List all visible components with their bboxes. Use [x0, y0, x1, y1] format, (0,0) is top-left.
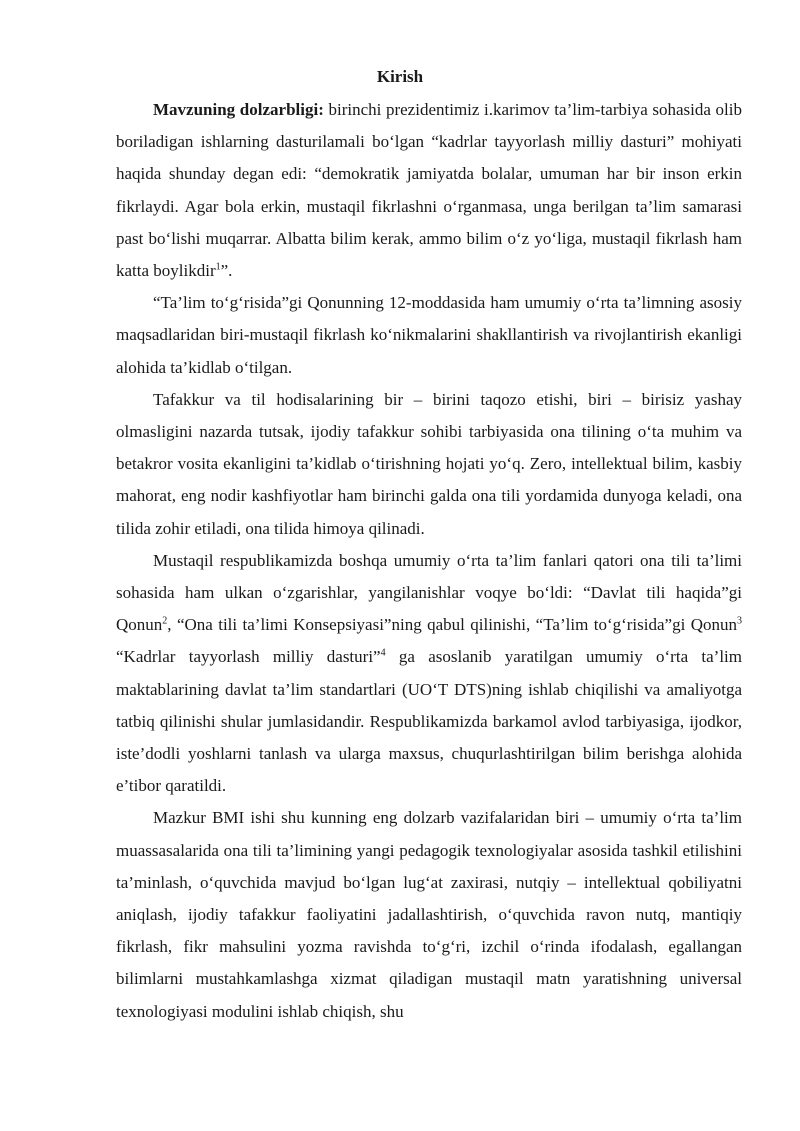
paragraph-text: ga asoslanib yaratilgan umumiy o‘rta ta’lim maktablarining davlat ta’lim standartlari (UO‘T DTS)ning ishlab chiqilishi va amaliyotga tatbiq qilinishi shular jumlasidandir. Respublikamizda barkamol avlod tarbiyasiga, ijodkor, iste’dodli yoshlarni tanlash va ularga maxsus, chuqurlashtirilgan bilim berishga alohida e’tibor qaratildi. [116, 647, 743, 796]
footnote-ref-4[interactable]: 4 [380, 647, 386, 659]
paragraph-text: Mustaqil respublikamizda boshqa umumiy o‘rta ta’lim fanlari qatori ona tili ta’limi sohasida ham ulkan o‘zgarishlar, yangilanishlar voqye bo‘ldi: “Davlat tili haqida”gi Qonun [116, 550, 742, 635]
paragraph-law-article: “Ta’lim to‘g‘risida”gi Qonunning 12-moddasida ham umumiy o‘rta ta’limning asosiy maqsadlaridan biri-mustaqil fikrlash ko‘nikmalarini shakllantirish va rivojlantirish ekanligi alohida ta’kidlab o‘tilgan. [116, 293, 742, 377]
paragraph-text: birinchi prezidentimiz i.karimov ta’lim-tarbiya sohasida olib boriladigan ishlarning dasturilamali bo‘lgan “kadrlar tayyorlash milliy dasturi” mohiyati haqida shunday degan edi: “demokratik jamiyatda bolalar, umuman har bir inson erkin fikrlaydi. Agar bola erkin, mustaqil fikrlashni o‘rganmasa, unga berilgan ta’lim samarasi past bo‘lishi muqarrar. Albatta bilim kerak, ammo bilim o‘z yo‘liga, mustaqil fikrlash ham katta boylikdir [116, 100, 742, 281]
paragraph-relevance [116, 94, 742, 287]
footnote-ref-2[interactable]: 2 [162, 615, 168, 627]
paragraph-text: “Kadrlar tayyorlash milliy dasturi” [116, 647, 381, 667]
document-body [116, 94, 742, 1028]
paragraph-text: ”. [220, 261, 233, 281]
relevance-heading: Mavzuning dolzarbligi: [153, 100, 324, 119]
page-title: Kirish [376, 67, 424, 86]
paragraph-reforms [116, 545, 742, 803]
paragraph-thinking-language: Tafakkur va til hodisalarining bir – birini taqozo etishi, biri – birisiz yashay olmasligini nazarda tutsak, ijodiy tafakkur sohibi tarbiyasida ona tilining o‘ta muhim va betakror vosita ekanligini ta’kidlab o‘tirishning hojati yo‘q. Zero, intellektual bilim, kasbiy mahorat, eng nodir kashfiyotlar ham birinchi galda ona tili yordamida dunyoga keladi, ona tilida zohir etiladi, ona tilida himoya qilinadi. [116, 389, 742, 538]
paragraph-work-goal: Mazkur BMI ishi shu kunning eng dolzarb vazifalaridan biri – umumiy o‘rta ta’lim muassasalarida ona tili ta’limining yangi pedagogik texnologiyalar asosida tashkil etilishini ta’minlash, o‘quvchida mavjud bo‘lgan lug‘at zaxirasi, nutqiy – intellektual qobiliyatni aniqlash, ijodiy tafakkur faoliyatini jadallashtirish, o‘quvchida ravon nutq, mantiqiy fikrlash, fikr mahsulini yozma ravishda to‘g‘ri, izchil o‘rinda ifodalash, egallangan bilimlarni mustahkamlashga xizmat qiladigan mustaqil matn yaratishning universal texnologiyasi modulini ishlab chiqish, shu [116, 808, 742, 1021]
footnote-ref-1[interactable]: 1 [215, 261, 221, 273]
paragraph-text: , “Ona tili ta’limi Konsepsiyasi”ning qabul qilinishi, “Ta’lim to‘g‘risida”gi Qonun [167, 615, 737, 635]
footnote-ref-3[interactable]: 3 [737, 615, 742, 627]
